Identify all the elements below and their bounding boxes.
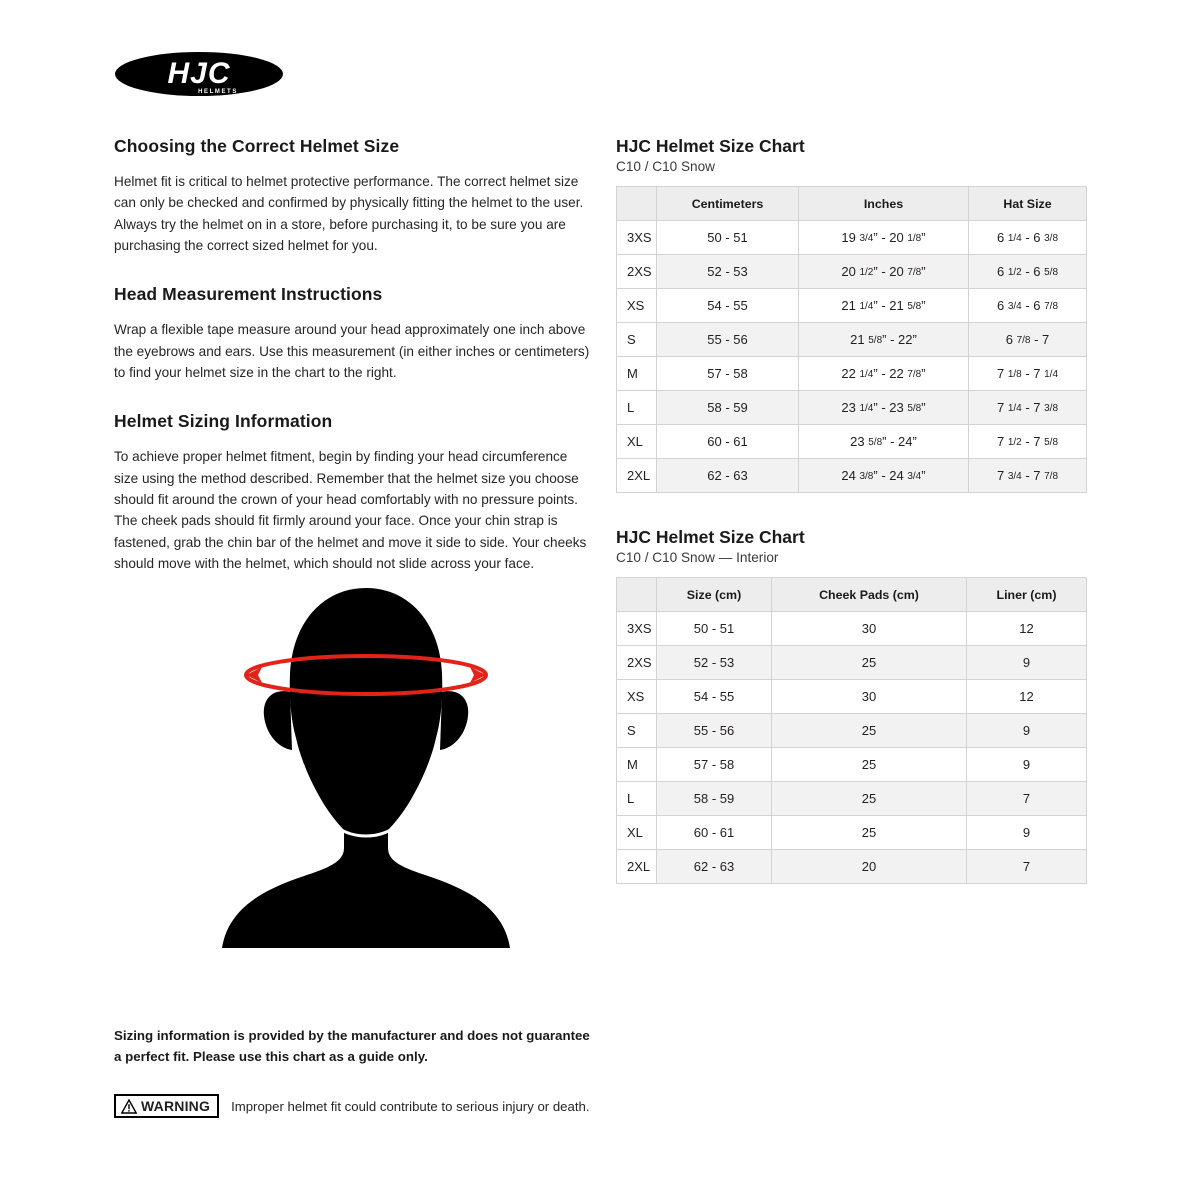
table-cell: 50 - 51: [657, 221, 799, 255]
table-row: [617, 357, 1087, 391]
table-cell: 20: [772, 850, 967, 884]
table-cell: 52 - 53: [657, 646, 772, 680]
warning-description: Improper helmet fit could contribute to serious injury or death.: [231, 1098, 590, 1114]
section-title-head-measurement: Head Measurement Instructions: [114, 284, 383, 305]
table-cell: 23 5/8” - 24”: [799, 425, 969, 459]
table-cell: 19 3/4” - 20 1/8”: [799, 221, 969, 255]
table-row: [617, 714, 1087, 748]
table-cell: 9: [967, 646, 1087, 680]
table-cell: 21 1/4” - 21 5/8”: [799, 289, 969, 323]
row-label: S: [617, 323, 657, 357]
row-label: S: [617, 714, 657, 748]
table-cell: 6 1/4 - 6 3/8: [969, 221, 1087, 255]
table-cell: 7 1/2 - 7 5/8: [969, 425, 1087, 459]
table-cell: 30: [772, 680, 967, 714]
table-row: [617, 748, 1087, 782]
table-cell: 12: [967, 680, 1087, 714]
table-cell: 21 5/8” - 22”: [799, 323, 969, 357]
chart-subtitle-2: C10 / C10 Snow — Interior: [616, 550, 779, 565]
section-body-choosing-size: Helmet fit is critical to helmet protective performance. The correct helmet size can only be checked and confirmed by physically fitting the helmet to the user. Always try the helmet on in a store, before purchasing it, to be sure you are purchasing the correct sized helmet for you.: [114, 174, 584, 253]
table-cell: 62 - 63: [657, 459, 799, 493]
hjc-logo: [114, 50, 284, 100]
row-label: M: [617, 748, 657, 782]
table-cell: 12: [967, 612, 1087, 646]
table-cell: 57 - 58: [657, 357, 799, 391]
size-chart-table-interior: [616, 577, 1087, 884]
table-header-row: [617, 187, 1087, 221]
column-header-3: Liner (cm): [967, 578, 1087, 612]
table-cell: 24 3/8” - 24 3/4”: [799, 459, 969, 493]
left-information-column: [114, 136, 594, 574]
table-cell: 25: [772, 646, 967, 680]
column-header-1: Centimeters: [657, 187, 799, 221]
table-cell: 7: [967, 850, 1087, 884]
table-cell: 54 - 55: [657, 289, 799, 323]
table-cell: 58 - 59: [657, 782, 772, 816]
table-row: [617, 221, 1087, 255]
row-label: 2XS: [617, 646, 657, 680]
table-row: [617, 850, 1087, 884]
column-header-0: [617, 578, 657, 612]
table-cell: 25: [772, 714, 967, 748]
table-row: [617, 680, 1087, 714]
table-row: [617, 323, 1087, 357]
table-row: [617, 459, 1087, 493]
table-cell: 23 1/4” - 23 5/8”: [799, 391, 969, 425]
row-label: L: [617, 391, 657, 425]
table-row: [617, 816, 1087, 850]
table-cell: 25: [772, 816, 967, 850]
table-cell: 60 - 61: [657, 816, 772, 850]
column-header-2: Inches: [799, 187, 969, 221]
table-cell: 25: [772, 782, 967, 816]
table-cell: 57 - 58: [657, 748, 772, 782]
table-cell: 25: [772, 748, 967, 782]
table-row: [617, 391, 1087, 425]
row-label: XL: [617, 816, 657, 850]
table-cell: 7: [967, 782, 1087, 816]
table-cell: 60 - 61: [657, 425, 799, 459]
svg-text:HELMETS: HELMETS: [198, 89, 238, 95]
table-cell: 22 1/4” - 22 7/8”: [799, 357, 969, 391]
chart-subtitle-1: C10 / C10 Snow: [616, 159, 715, 174]
row-label: M: [617, 357, 657, 391]
table-cell: 55 - 56: [657, 323, 799, 357]
table-cell: 9: [967, 748, 1087, 782]
row-label: 2XL: [617, 459, 657, 493]
manufacturer-disclaimer: Sizing information is provided by the manufacturer and does not guarantee a perfect fit. Please use this chart as a guide only.: [114, 1028, 590, 1064]
table-row: [617, 425, 1087, 459]
hjc-logo-icon: [114, 50, 284, 100]
warning-badge: [114, 1094, 219, 1118]
warning-label: WARNING: [141, 1098, 211, 1114]
table-cell: 9: [967, 714, 1087, 748]
chart-title-2: HJC Helmet Size Chart: [616, 527, 805, 547]
table-row: [617, 612, 1087, 646]
right-chart-column: [616, 136, 1086, 884]
table-cell: 50 - 51: [657, 612, 772, 646]
table-cell: 52 - 53: [657, 255, 799, 289]
head-silhouette-icon: [196, 580, 536, 960]
table-cell: 55 - 56: [657, 714, 772, 748]
row-label: 3XS: [617, 221, 657, 255]
table-row: [617, 289, 1087, 323]
column-header-2: Cheek Pads (cm): [772, 578, 967, 612]
table-cell: 7 1/4 - 7 3/8: [969, 391, 1087, 425]
row-label: XS: [617, 289, 657, 323]
table-cell: 54 - 55: [657, 680, 772, 714]
table-cell: 62 - 63: [657, 850, 772, 884]
size-chart-body-exterior: [617, 221, 1087, 493]
table-cell: 7 1/8 - 7 1/4: [969, 357, 1087, 391]
table-cell: 7 3/4 - 7 7/8: [969, 459, 1087, 493]
row-label: 3XS: [617, 612, 657, 646]
column-header-0: [617, 187, 657, 221]
warning-triangle-icon: [121, 1099, 137, 1114]
table-cell: 58 - 59: [657, 391, 799, 425]
column-header-1: Size (cm): [657, 578, 772, 612]
table-row: [617, 782, 1087, 816]
size-chart-body-interior: [617, 612, 1087, 884]
head-measurement-illustration: [196, 580, 536, 960]
column-header-3: Hat Size: [969, 187, 1087, 221]
section-body-helmet-sizing: To achieve proper helmet fitment, begin by finding your head circumference size using the method described. Remember that the helmet size you choose should fit around the crown of your head comfortably with no pressure points. The cheek pads should fit firmly around your face. Once your chin strap is fastened, grab the chin bar of the helmet and move it side to side. Your cheeks should move with the helmet, which should not slide across your face.: [114, 449, 587, 571]
table-cell: 6 1/2 - 6 5/8: [969, 255, 1087, 289]
section-title-helmet-sizing: Helmet Sizing Information: [114, 411, 333, 432]
table-cell: 30: [772, 612, 967, 646]
row-label: 2XS: [617, 255, 657, 289]
table-cell: 9: [967, 816, 1087, 850]
table-cell: 6 7/8 - 7: [969, 323, 1087, 357]
row-label: XS: [617, 680, 657, 714]
table-cell: 20 1/2” - 20 7/8”: [799, 255, 969, 289]
section-body-head-measurement: Wrap a flexible tape measure around your head approximately one inch above the eyebrows and ears. Use this measurement (in either inches or centimeters) to find your helmet size in the chart to the right.: [114, 322, 590, 380]
size-chart-block-exterior: [616, 136, 1086, 493]
size-chart-table-exterior: [616, 186, 1087, 493]
table-row: [617, 255, 1087, 289]
table-cell: 6 3/4 - 6 7/8: [969, 289, 1087, 323]
table-header-row: [617, 578, 1087, 612]
chart-title-1: HJC Helmet Size Chart: [616, 136, 805, 156]
row-label: XL: [617, 425, 657, 459]
warning-row: [114, 1094, 590, 1118]
size-chart-block-interior: [616, 527, 1086, 884]
row-label: L: [617, 782, 657, 816]
svg-text:HJC: HJC: [167, 57, 231, 90]
section-title-choosing-size: Choosing the Correct Helmet Size: [114, 136, 400, 156]
table-row: [617, 646, 1087, 680]
row-label: 2XL: [617, 850, 657, 884]
